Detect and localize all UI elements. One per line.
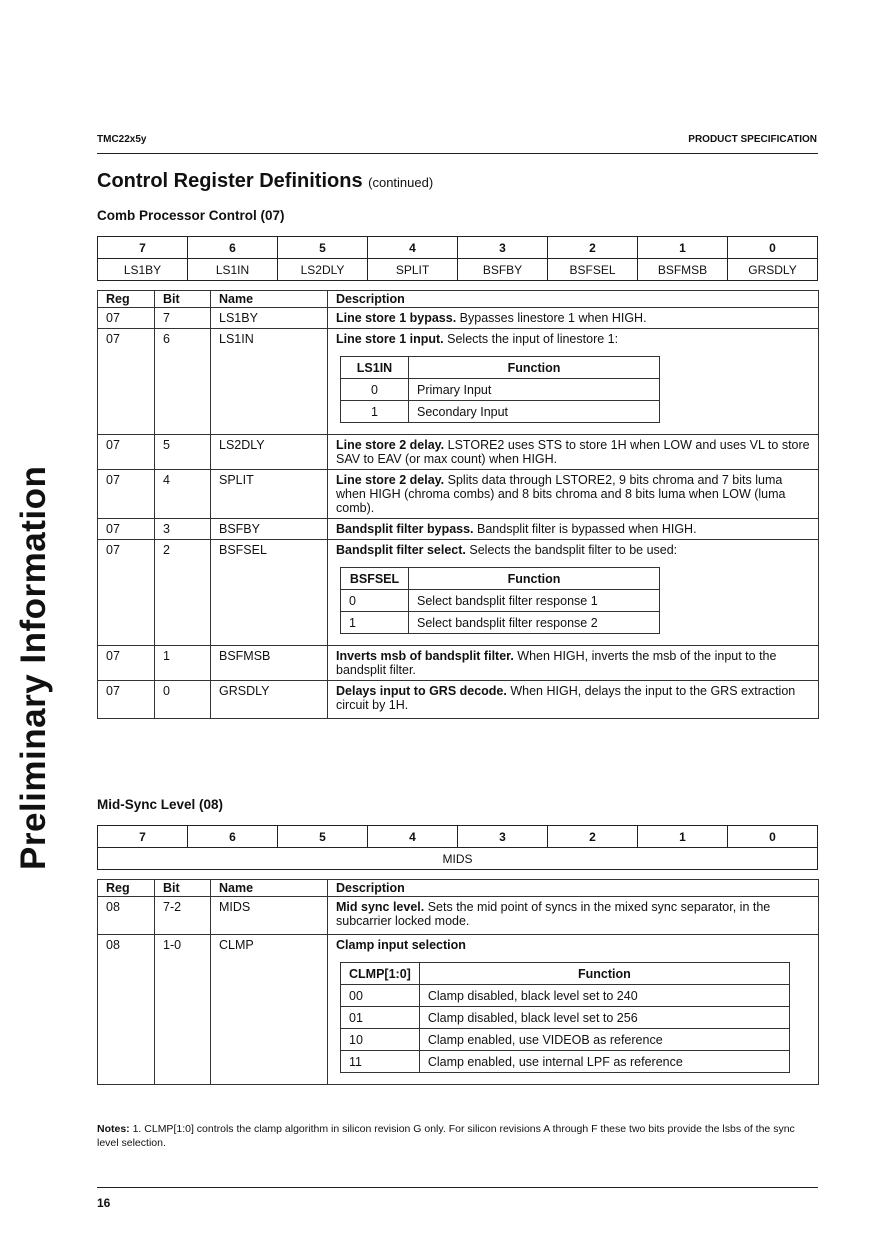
bit-cell: 3 xyxy=(155,519,211,540)
bit-cell: 6 xyxy=(155,329,211,435)
table-row xyxy=(98,435,819,470)
midsync-bit-map xyxy=(97,825,818,870)
description-cell xyxy=(328,935,819,1085)
description-text: When HIGH, delays the input to the GRS extraction circuit by 1H. xyxy=(336,684,796,712)
column-header: Reg xyxy=(98,880,155,897)
function-cell: Primary Input xyxy=(409,379,660,401)
function-cell: Clamp disabled, black level set to 256 xyxy=(419,1007,789,1029)
table-row xyxy=(98,540,819,646)
bsfsel-function-table xyxy=(340,567,660,634)
comb-bit-map xyxy=(97,236,818,281)
description-lead: Line store 1 bypass. xyxy=(336,311,457,325)
header-rule xyxy=(97,153,818,154)
column-header: Bit xyxy=(155,880,211,897)
bit-field-name: BSFSEL xyxy=(548,259,638,281)
table-row xyxy=(98,935,819,1085)
description-text: Sets the mid point of syncs in the mixed sync separator, in the subcarrier locked mode. xyxy=(336,900,771,928)
table-row xyxy=(98,519,819,540)
name-cell: LS1IN xyxy=(211,329,328,435)
bit-number: 2 xyxy=(548,826,638,848)
bit-number: 1 xyxy=(638,826,728,848)
bit-cell: 4 xyxy=(155,470,211,519)
description-lead: Bandsplit filter bypass. xyxy=(336,522,474,536)
column-header: Function xyxy=(409,357,660,379)
bit-number: 0 xyxy=(728,237,818,259)
bit-field-name: LS1BY xyxy=(98,259,188,281)
description-cell xyxy=(328,519,819,540)
column-header: Description xyxy=(328,880,819,897)
bit-field-name: GRSDLY xyxy=(728,259,818,281)
description-text: Splits data through LSTORE2, 9 bits chroma and 7 bits luma when HIGH (chroma combs) and 8 bits chroma and 8 bits luma when LOW (luma comb). xyxy=(336,473,786,515)
name-cell: LS2DLY xyxy=(211,435,328,470)
bit-number: 2 xyxy=(548,237,638,259)
ls1in-function-table xyxy=(340,356,660,423)
description-lead: Mid sync level. xyxy=(336,900,425,914)
table-row xyxy=(98,329,819,435)
bit-field-name: LS2DLY xyxy=(278,259,368,281)
description-text: LSTORE2 uses STS to store 1H when LOW and uses VL to store SAV to EAV (or max count) when HIGH. xyxy=(336,438,810,466)
bit-number: 4 xyxy=(368,237,458,259)
reg-cell: 07 xyxy=(98,329,155,435)
column-header: LS1IN xyxy=(341,357,409,379)
bit-number: 5 xyxy=(278,826,368,848)
name-cell: SPLIT xyxy=(211,470,328,519)
description-lead: Bandsplit filter select. xyxy=(336,543,466,557)
bit-number: 6 xyxy=(188,826,278,848)
name-cell: BSFMSB xyxy=(211,646,328,681)
table-row xyxy=(98,646,819,681)
value-cell: 11 xyxy=(341,1051,420,1073)
description-cell xyxy=(328,897,819,935)
bit-field-name: BSFMSB xyxy=(638,259,728,281)
bit-cell: 0 xyxy=(155,681,211,719)
reg-cell: 07 xyxy=(98,308,155,329)
function-cell: Clamp enabled, use VIDEOB as reference xyxy=(419,1029,789,1051)
notes-item: 1. CLMP[1:0] controls the clamp algorithm in silicon revision G only. For silicon revisions A through F these two bits provide the lsbs of the sync level selection. xyxy=(97,1123,795,1149)
bit-cell: 7-2 xyxy=(155,897,211,935)
reg-cell: 08 xyxy=(98,897,155,935)
comb-register-table xyxy=(97,290,819,719)
function-cell: Clamp disabled, black level set to 240 xyxy=(419,985,789,1007)
function-cell: Clamp enabled, use internal LPF as reference xyxy=(419,1051,789,1073)
description-text: Selects the bandsplit filter to be used: xyxy=(469,543,678,557)
description-cell xyxy=(328,329,819,435)
midsync-register-table xyxy=(97,879,819,1085)
description-text: Bypasses linestore 1 when HIGH. xyxy=(459,311,647,325)
column-header: BSFSEL xyxy=(341,568,409,590)
value-cell: 0 xyxy=(341,379,409,401)
function-cell: Select bandsplit filter response 1 xyxy=(409,590,660,612)
bit-cell: 2 xyxy=(155,540,211,646)
bit-number: 0 xyxy=(728,826,818,848)
reg-cell: 07 xyxy=(98,435,155,470)
doc-header-part: TMC22x5y xyxy=(97,134,147,145)
name-cell: LS1BY xyxy=(211,308,328,329)
name-cell: MIDS xyxy=(211,897,328,935)
function-cell: Select bandsplit filter response 2 xyxy=(409,612,660,634)
description-text: When HIGH, inverts the msb of the input to the bandsplit filter. xyxy=(336,649,777,677)
description-lead: Delays input to GRS decode. xyxy=(336,684,507,698)
bit-cell: 1 xyxy=(155,646,211,681)
bit-number: 3 xyxy=(458,237,548,259)
bit-number: 6 xyxy=(188,237,278,259)
description-lead: Line store 2 delay. xyxy=(336,473,445,487)
notes xyxy=(97,1122,818,1150)
value-cell: 0 xyxy=(341,590,409,612)
table-row xyxy=(98,681,819,719)
name-cell: GRSDLY xyxy=(211,681,328,719)
bit-cell: 7 xyxy=(155,308,211,329)
title-main: Control Register Definitions xyxy=(97,170,363,192)
reg-cell: 07 xyxy=(98,540,155,646)
title-sub: (continued) xyxy=(368,175,434,190)
bit-field-name: SPLIT xyxy=(368,259,458,281)
value-cell: 01 xyxy=(341,1007,420,1029)
reg-cell: 07 xyxy=(98,470,155,519)
clmp-function-table xyxy=(340,962,790,1073)
bit-number: 4 xyxy=(368,826,458,848)
reg-cell: 08 xyxy=(98,935,155,1085)
column-header: CLMP[1:0] xyxy=(341,963,420,985)
description-text: Bandsplit filter is bypassed when HIGH. xyxy=(477,522,697,536)
description-lead: Line store 2 delay. xyxy=(336,438,445,452)
reg-cell: 07 xyxy=(98,646,155,681)
notes-label: Notes: xyxy=(97,1123,130,1135)
column-header: Description xyxy=(328,291,819,308)
name-cell: CLMP xyxy=(211,935,328,1085)
footer-rule xyxy=(97,1187,818,1188)
bit-cell: 5 xyxy=(155,435,211,470)
bit-number: 7 xyxy=(98,826,188,848)
bit-cell: 1-0 xyxy=(155,935,211,1085)
side-label: Preliminary Information xyxy=(14,465,53,870)
column-header: Name xyxy=(211,880,328,897)
column-header: Name xyxy=(211,291,328,308)
bit-number: 1 xyxy=(638,237,728,259)
value-cell: 1 xyxy=(341,612,409,634)
description-text: Selects the input of linestore 1: xyxy=(447,332,619,346)
bit-number: 7 xyxy=(98,237,188,259)
description-cell xyxy=(328,681,819,719)
value-cell: 1 xyxy=(341,401,409,423)
column-header: Reg xyxy=(98,291,155,308)
name-cell: BSFBY xyxy=(211,519,328,540)
table-row xyxy=(98,308,819,329)
description-lead: Clamp input selection xyxy=(336,938,466,952)
page-title xyxy=(97,170,433,193)
description-lead: Inverts msb of bandsplit filter. xyxy=(336,649,514,663)
description-cell xyxy=(328,470,819,519)
description-cell xyxy=(328,435,819,470)
section-heading-midsync: Mid-Sync Level (08) xyxy=(97,797,224,812)
bit-field-name: BSFBY xyxy=(458,259,548,281)
name-cell: BSFSEL xyxy=(211,540,328,646)
column-header: Bit xyxy=(155,291,211,308)
description-cell xyxy=(328,540,819,646)
function-cell: Secondary Input xyxy=(409,401,660,423)
value-cell: 10 xyxy=(341,1029,420,1051)
bit-number: 3 xyxy=(458,826,548,848)
reg-cell: 07 xyxy=(98,681,155,719)
bit-field-name: LS1IN xyxy=(188,259,278,281)
doc-header-section: PRODUCT SPECIFICATION xyxy=(688,134,817,145)
column-header: Function xyxy=(419,963,789,985)
reg-cell: 07 xyxy=(98,519,155,540)
bit-field-name: MIDS xyxy=(98,848,818,870)
page-number: 16 xyxy=(97,1196,111,1210)
section-heading-comb: Comb Processor Control (07) xyxy=(97,208,285,223)
description-cell xyxy=(328,308,819,329)
bit-number: 5 xyxy=(278,237,368,259)
table-row xyxy=(98,897,819,935)
table-row xyxy=(98,470,819,519)
column-header: Function xyxy=(409,568,660,590)
value-cell: 00 xyxy=(341,985,420,1007)
description-lead: Line store 1 input. xyxy=(336,332,444,346)
description-cell xyxy=(328,646,819,681)
